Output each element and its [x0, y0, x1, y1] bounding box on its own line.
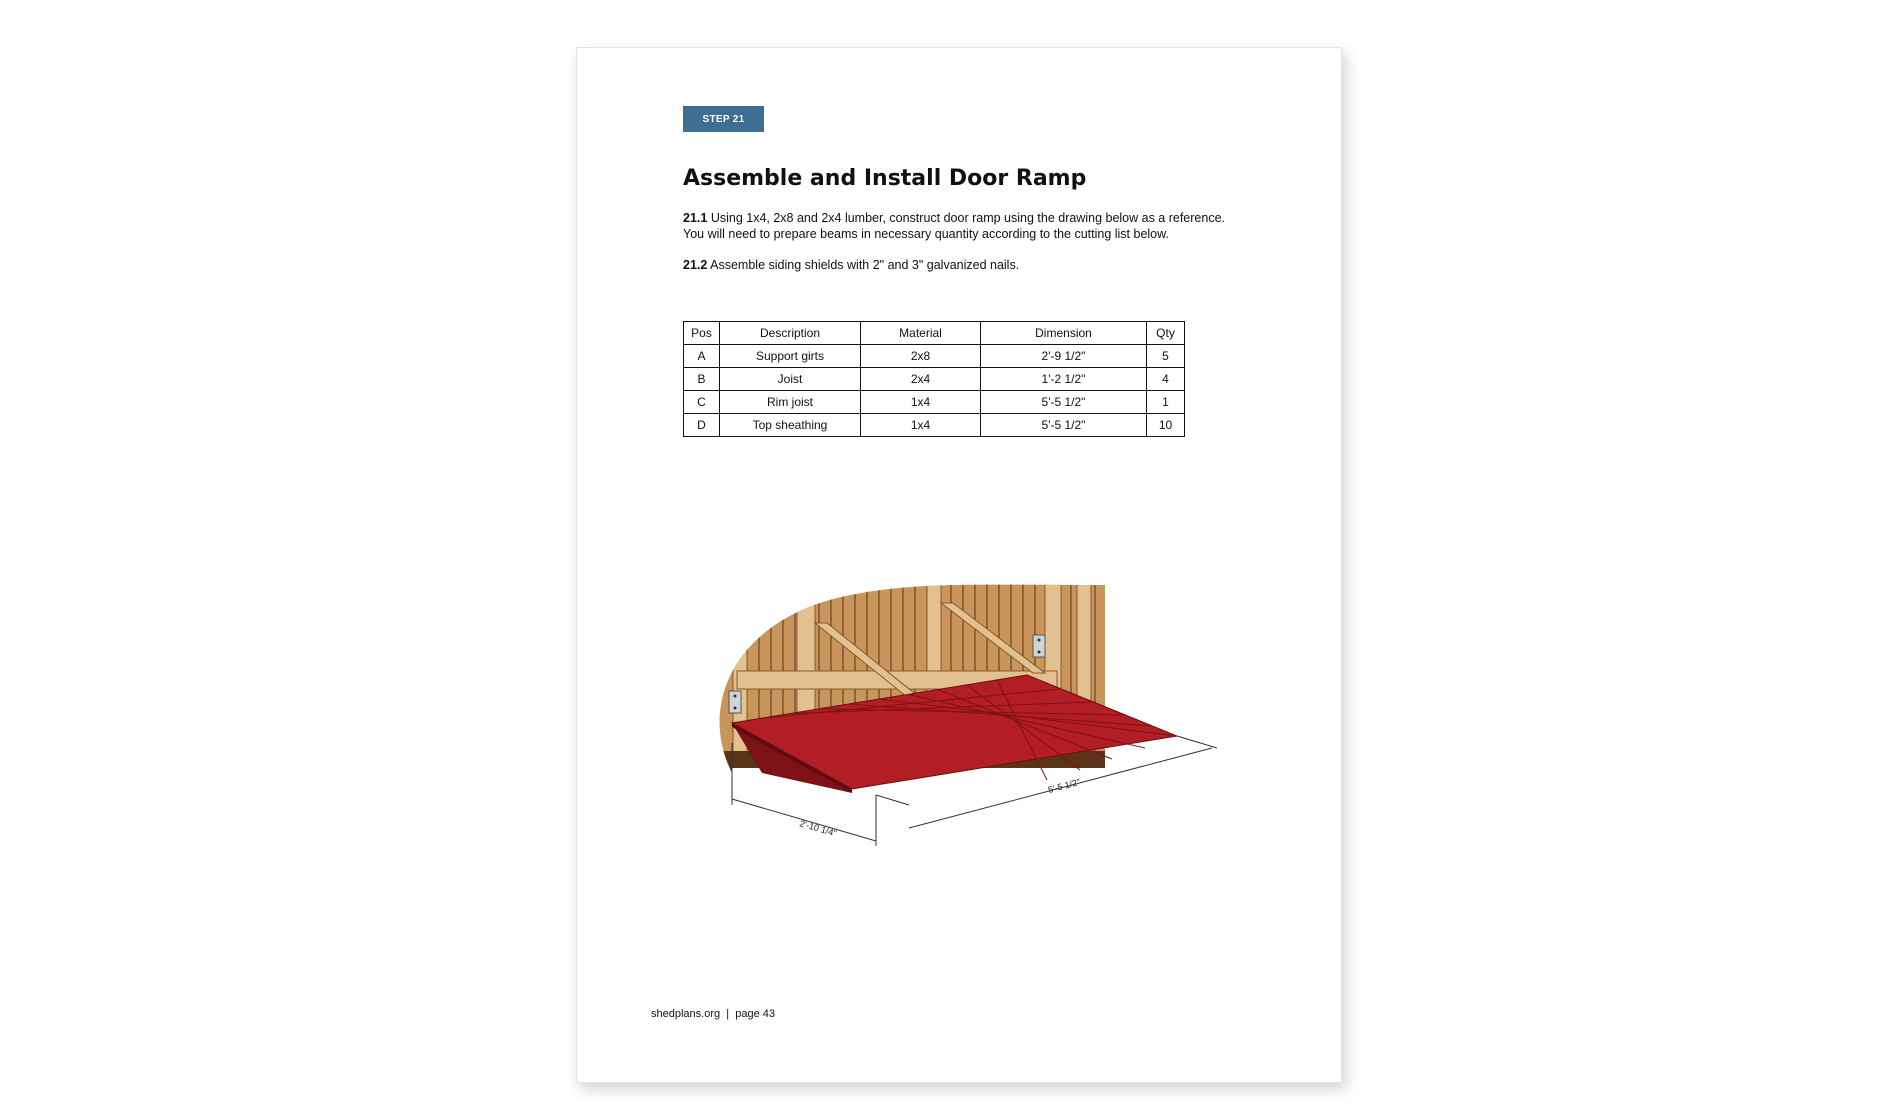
step-badge: STEP 21: [683, 106, 764, 132]
cell-qty: 4: [1147, 368, 1185, 391]
cell-material: 2x4: [861, 368, 981, 391]
header-qty: Qty: [1147, 322, 1185, 345]
cell-qty: 10: [1147, 414, 1185, 437]
instruction-21-2: [683, 257, 1283, 273]
cell-material: 2x8: [861, 345, 981, 368]
table-row: [684, 345, 1185, 368]
cell-dimension: 5'-5 1/2": [981, 391, 1147, 414]
cell-qty: 5: [1147, 345, 1185, 368]
footer-separator: |: [726, 1008, 730, 1020]
instruction-text: Assemble siding shields with 2" and 3" galvanized nails.: [710, 258, 1020, 272]
cell-pos: A: [684, 345, 720, 368]
footer-page-number: page 43: [735, 1008, 775, 1020]
instruction-text: Using 1x4, 2x8 and 2x4 lumber, construct door ramp using the drawing below as a reference.: [710, 211, 1226, 225]
cell-description: Top sheathing: [720, 414, 861, 437]
document-page: [576, 47, 1342, 1083]
cutting-list-table: [683, 321, 1185, 437]
table-row: [684, 414, 1185, 437]
header-material: Material: [861, 322, 981, 345]
footer-site: shedplans.org: [651, 1008, 721, 1020]
page-footer: [651, 1008, 775, 1020]
door-ramp-drawing: [677, 543, 1257, 863]
instruction-number: 21.2: [683, 258, 708, 272]
cell-qty: 1: [1147, 391, 1185, 414]
page-title: Assemble and Install Door Ramp: [683, 166, 1087, 191]
header-dimension: Dimension: [981, 322, 1147, 345]
cell-pos: C: [684, 391, 720, 414]
table-row: [684, 368, 1185, 391]
cell-material: 1x4: [861, 414, 981, 437]
cell-dimension: 1'-2 1/2": [981, 368, 1147, 391]
header-description: Description: [720, 322, 861, 345]
cell-description: Rim joist: [720, 391, 861, 414]
table-header-row: [684, 322, 1185, 345]
header-pos: Pos: [684, 322, 720, 345]
cell-pos: B: [684, 368, 720, 391]
instruction-number: 21.1: [683, 211, 708, 225]
cell-material: 1x4: [861, 391, 981, 414]
cell-description: Joist: [720, 368, 861, 391]
hinge-icon: [729, 691, 741, 713]
cell-dimension: 5'-5 1/2": [981, 414, 1147, 437]
cell-dimension: 2'-9 1/2": [981, 345, 1147, 368]
cell-pos: D: [684, 414, 720, 437]
dimension-width-label: 2'-10 1/4": [798, 818, 838, 839]
dimension-length-label: 5'-5 1/2": [1046, 776, 1082, 795]
hinge-icon: [1033, 635, 1045, 657]
instruction-21-1: [683, 210, 1283, 242]
instruction-text-line2: You will need to prepare beams in necessary quantity according to the cutting list below.: [683, 227, 1169, 241]
cell-description: Support girts: [720, 345, 861, 368]
table-row: [684, 391, 1185, 414]
